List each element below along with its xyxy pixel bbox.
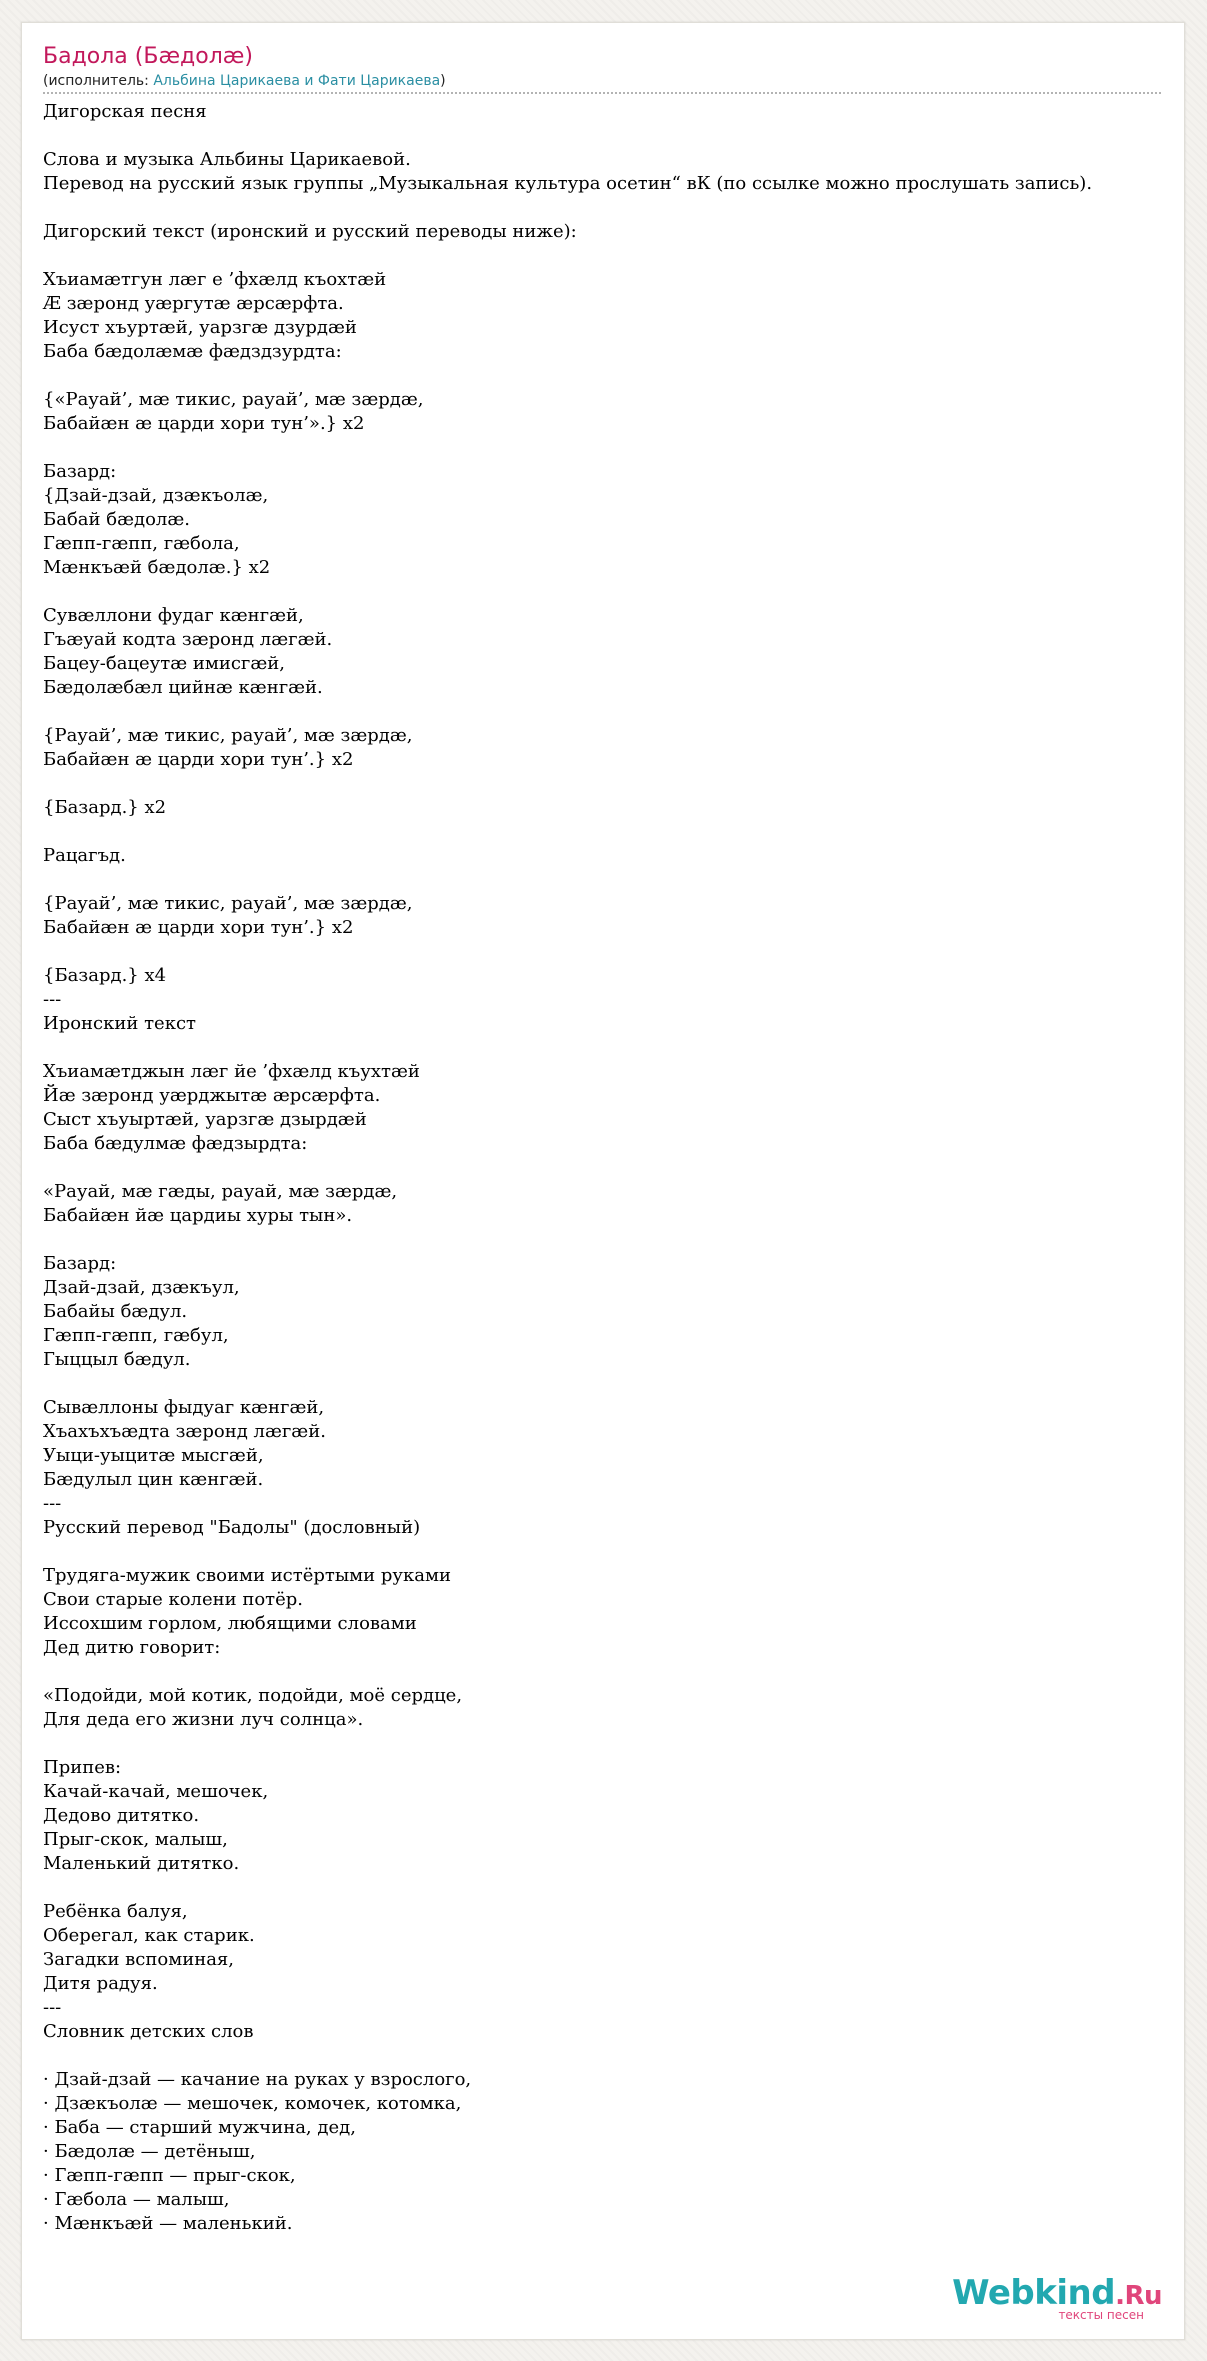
performer-prefix: (исполнитель:: [43, 73, 154, 89]
performer-link[interactable]: Альбина Царикаева и Фати Царикаева: [153, 73, 441, 89]
song-title: Бадола (Бæдолæ): [43, 44, 253, 69]
webkind-logo[interactable]: [952, 2273, 1162, 2322]
logo-tagline: тексты песен: [1058, 2308, 1144, 2322]
performer-line: [43, 72, 446, 90]
song-header: [43, 42, 1161, 94]
performer-suffix: ): [440, 73, 446, 89]
lyrics-text: Дигорская песня Слова и музыка Альбины Царикаевой. Перевод на русский язык группы „Музыкальная культура осетин“ вК (по ссылке можно прослушать запись). Дигорский текст (иронский и русский переводы ниже): Хъиамæтгун лæг е ’фхæлд къохтæй Æ зæронд уæргутæ æрсæрфта. Исуст хъуртæй, уарзгæ дзурдæй Баба бæдолæмæ фæдздзурдта: {«Рауай’, мæ тикис, рауай’, мæ зæрдæ, Бабайæн æ царди хори тун’».} x2 Базард: {Дзай-дзай, дзæкъолæ, Бабай бæдолæ. Гæпп-гæпп, гæбола, Мæнкъæй бæдолæ.} x2 Сувæллони фудаг кæнгæй, Гъæуай кодта зæронд лæгæй. Бацеу-бацеутæ имисгæй, Бæдолæбæл цийнæ кæнгæй. {Рауай’, мæ тикис, рауай’, мæ зæрдæ, Бабайæн æ царди хори тун’.} x2 {Базард.} x2 Рацагъд. {Рауай’, мæ тикис, рауай’, мæ зæрдæ, Бабайæн æ царди хори тун’.} x2 {Базард.} x4 --- Иронский текст Хъиамæтджын лæг йе ’фхæлд къухтæй Йæ зæронд уæрджытæ æрсæрфта. Сыст хъуыртæй, уарзгæ дзырдæй Баба бæдулмæ фæдзырдта: «Рауай, мæ гæды, рауай, мæ зæрдæ, Бабайæн йæ цардиы хуры тын». Базард: Дзай-дзай, дзæкъул, Бабайы бæдул. Гæпп-гæпп, гæбул, Гыццыл бæдул. Сывæллоны фыдуаг кæнгæй, Хъахъхъæдта зæронд лæгæй. Уыци-уыцитæ мысгæй, Бæдулыл цин кæнгæй. --- Русский перевод "Бадолы" (дословный) Трудяга-мужик своими истёртыми руками Свои старые колени потёр. Иссохшим горлом, любящими словами Дед дитю говорит: «Подойди, мой котик, подойди, моё сердце, Для деда его жизни луч солнца». Припев: Качай-качай, мешочек, Дедово дитятко. Прыг-скок, малыш, Маленький дитятко. Ребёнка балуя, Оберегал, как старик. Загадки вспоминая, Дитя радуя. --- Словник детских слов · Дзай-дзай — качание на руках у взрослого, · Дзæкъолæ — мешочек, комочек, котомка, · Баба — старший мужчина, дед, · Бæдолæ — детёныш, · Гæпп-гæпп — прыг-скок, · Гæбола — малыш, · Мæнкъæй — маленький.: [43, 101, 1093, 2234]
content-card: [21, 22, 1185, 2340]
logo-main-text: Webkind: [952, 2273, 1116, 2313]
logo-suffix: .Ru: [1115, 2281, 1162, 2311]
